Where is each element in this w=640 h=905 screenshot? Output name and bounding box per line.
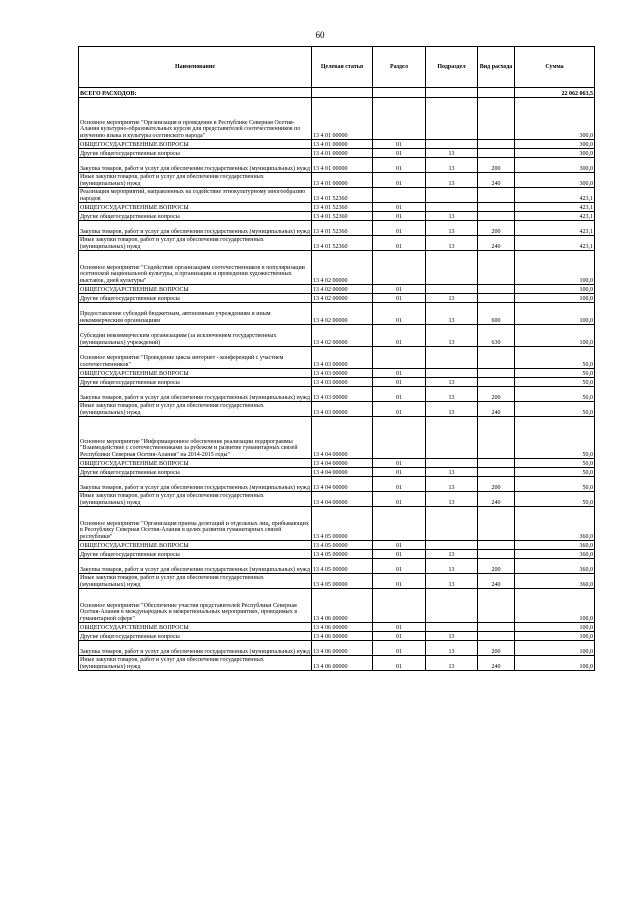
row-subsection: 13 bbox=[426, 477, 478, 492]
row-name: Иные закупки товаров, работ и услуг для обеспечения государственных (муниципальных) нужд bbox=[79, 236, 312, 251]
row-amount: 360,0 bbox=[515, 559, 595, 574]
row-subsection: 13 bbox=[426, 632, 478, 641]
row-subsection: 13 bbox=[426, 468, 478, 477]
row-subsection bbox=[426, 459, 478, 468]
row-target-code: 13 4 06 00000 bbox=[312, 656, 373, 671]
row-expense-type: 200 bbox=[478, 158, 515, 173]
row-expense-type: 240 bbox=[478, 492, 515, 507]
table-row bbox=[79, 507, 595, 541]
row-target-code: 13 4 02 00000 bbox=[312, 285, 373, 294]
row-section: 01 bbox=[373, 158, 426, 173]
row-expense-type: 600 bbox=[478, 303, 515, 325]
row-section bbox=[373, 98, 426, 140]
row-target-code: 13 4 03 00000 bbox=[312, 378, 373, 387]
row-section: 01 bbox=[373, 369, 426, 378]
header-section: Раздел bbox=[373, 47, 426, 88]
row-target-code: 13 4 06 00000 bbox=[312, 641, 373, 656]
row-expense-type bbox=[478, 589, 515, 623]
row-expense-type bbox=[478, 285, 515, 294]
row-subsection: 13 bbox=[426, 149, 478, 158]
table-row bbox=[79, 369, 595, 378]
page-number: 60 bbox=[315, 30, 325, 40]
row-section: 01 bbox=[373, 173, 426, 188]
row-expense-type: 240 bbox=[478, 402, 515, 417]
table-row bbox=[79, 589, 595, 623]
row-amount: 50,0 bbox=[515, 402, 595, 417]
row-amount: 50,0 bbox=[515, 369, 595, 378]
total-expense-type bbox=[478, 88, 515, 98]
row-name: Другие общегосударственные вопросы bbox=[79, 378, 312, 387]
row-amount: 50,0 bbox=[515, 417, 595, 459]
row-target-code: 13 4 01 52360 bbox=[312, 203, 373, 212]
row-section bbox=[373, 251, 426, 285]
row-amount: 50,0 bbox=[515, 387, 595, 402]
table-row bbox=[79, 378, 595, 387]
row-target-code: 13 4 03 00000 bbox=[312, 369, 373, 378]
row-target-code: 13 4 04 00000 bbox=[312, 468, 373, 477]
row-amount: 50,0 bbox=[515, 459, 595, 468]
row-amount: 100,0 bbox=[515, 303, 595, 325]
row-amount: 100,0 bbox=[515, 294, 595, 303]
row-subsection bbox=[426, 140, 478, 149]
row-section: 01 bbox=[373, 623, 426, 632]
row-expense-type bbox=[478, 541, 515, 550]
row-section: 01 bbox=[373, 387, 426, 402]
table-row bbox=[79, 285, 595, 294]
row-name: Иные закупки товаров, работ и услуг для обеспечения государственных (муниципальных) нужд bbox=[79, 656, 312, 671]
row-subsection: 13 bbox=[426, 492, 478, 507]
row-section: 01 bbox=[373, 468, 426, 477]
row-name: Основное мероприятие "Обеспечение участия представителей Республики Северная Осетия-Алания в международных и межрегиональных мероприятиях, проводимых в гуманитарной сфере" bbox=[79, 589, 312, 623]
row-expense-type: 240 bbox=[478, 574, 515, 589]
row-subsection: 13 bbox=[426, 212, 478, 221]
row-name: Закупка товаров, работ и услуг для обеспечения государственных (муниципальных) нужд bbox=[79, 641, 312, 656]
row-expense-type bbox=[478, 507, 515, 541]
row-name: Иные закупки товаров, работ и услуг для обеспечения государственных (муниципальных) нужд bbox=[79, 492, 312, 507]
row-amount: 100,0 bbox=[515, 251, 595, 285]
row-amount: 100,0 bbox=[515, 589, 595, 623]
row-subsection: 13 bbox=[426, 402, 478, 417]
row-section: 01 bbox=[373, 325, 426, 347]
table-row bbox=[79, 173, 595, 188]
row-amount: 360,0 bbox=[515, 507, 595, 541]
row-expense-type bbox=[478, 149, 515, 158]
row-subsection: 13 bbox=[426, 641, 478, 656]
row-target-code: 13 4 06 00000 bbox=[312, 589, 373, 623]
row-amount: 423,1 bbox=[515, 188, 595, 203]
row-name: Закупка товаров, работ и услуг для обеспечения государственных (муниципальных) нужд bbox=[79, 477, 312, 492]
row-subsection: 13 bbox=[426, 303, 478, 325]
header-row bbox=[79, 47, 595, 88]
row-expense-type: 200 bbox=[478, 387, 515, 402]
row-subsection: 13 bbox=[426, 387, 478, 402]
table-row bbox=[79, 303, 595, 325]
row-amount: 300,0 bbox=[515, 149, 595, 158]
row-expense-type: 240 bbox=[478, 173, 515, 188]
table-row bbox=[79, 140, 595, 149]
table-row bbox=[79, 574, 595, 589]
row-section bbox=[373, 188, 426, 203]
row-section: 01 bbox=[373, 459, 426, 468]
row-subsection bbox=[426, 541, 478, 550]
row-section: 01 bbox=[373, 641, 426, 656]
row-amount: 50,0 bbox=[515, 492, 595, 507]
row-expense-type: 630 bbox=[478, 325, 515, 347]
row-expense-type bbox=[478, 140, 515, 149]
row-expense-type bbox=[478, 417, 515, 459]
table-row bbox=[79, 203, 595, 212]
row-amount: 423,1 bbox=[515, 212, 595, 221]
row-section: 01 bbox=[373, 477, 426, 492]
row-subsection: 13 bbox=[426, 236, 478, 251]
row-section: 01 bbox=[373, 203, 426, 212]
row-name: Предоставление субсидий бюджетным, автономным учреждениям и иным некоммерческим организациям bbox=[79, 303, 312, 325]
row-subsection: 13 bbox=[426, 656, 478, 671]
row-target-code: 13 4 05 00000 bbox=[312, 550, 373, 559]
row-amount: 100,0 bbox=[515, 325, 595, 347]
table-row bbox=[79, 550, 595, 559]
row-target-code: 13 4 05 00000 bbox=[312, 559, 373, 574]
row-amount: 100,0 bbox=[515, 623, 595, 632]
row-amount: 360,0 bbox=[515, 550, 595, 559]
row-expense-type: 240 bbox=[478, 656, 515, 671]
total-subsection bbox=[426, 88, 478, 98]
row-name: Реализация мероприятий, направленных на содействие этнокультурному многообразию народов bbox=[79, 188, 312, 203]
table-row bbox=[79, 477, 595, 492]
row-target-code: 13 4 03 00000 bbox=[312, 347, 373, 369]
row-amount: 423,1 bbox=[515, 236, 595, 251]
table-row bbox=[79, 656, 595, 671]
row-subsection: 13 bbox=[426, 325, 478, 347]
row-name: Основное мероприятие "Организация и проведение в Республике Северная Осетия-Алания культурно-образовательных курсов для представителей соотечественников по изучению языка и культуры осетинского народа" bbox=[79, 98, 312, 140]
row-name: Основное мероприятие "Содействие организациям соотечественников в популяризации осетинской национальной культуры, в организации и проведении художественных выставок, дней культуры" bbox=[79, 251, 312, 285]
header-subsection: Подраздел bbox=[426, 47, 478, 88]
table-row bbox=[79, 402, 595, 417]
row-target-code: 13 4 02 00000 bbox=[312, 294, 373, 303]
row-section: 01 bbox=[373, 492, 426, 507]
row-section: 01 bbox=[373, 303, 426, 325]
total-amount: 22 062 063,5 bbox=[515, 88, 595, 98]
row-expense-type bbox=[478, 98, 515, 140]
row-section: 01 bbox=[373, 574, 426, 589]
row-target-code: 13 4 01 00000 bbox=[312, 158, 373, 173]
table-row bbox=[79, 294, 595, 303]
row-subsection: 13 bbox=[426, 221, 478, 236]
row-subsection: 13 bbox=[426, 574, 478, 589]
row-subsection: 13 bbox=[426, 550, 478, 559]
row-section: 01 bbox=[373, 541, 426, 550]
row-section: 01 bbox=[373, 402, 426, 417]
row-target-code: 13 4 04 00000 bbox=[312, 477, 373, 492]
row-amount: 50,0 bbox=[515, 378, 595, 387]
row-subsection bbox=[426, 369, 478, 378]
row-subsection bbox=[426, 98, 478, 140]
row-amount: 423,1 bbox=[515, 221, 595, 236]
row-name: Иные закупки товаров, работ и услуг для обеспечения государственных (муниципальных) нужд bbox=[79, 574, 312, 589]
row-name: Другие общегосударственные вопросы bbox=[79, 632, 312, 641]
total-target bbox=[312, 88, 373, 98]
row-expense-type bbox=[478, 294, 515, 303]
row-section: 01 bbox=[373, 559, 426, 574]
row-amount: 50,0 bbox=[515, 468, 595, 477]
row-target-code: 13 4 01 52360 bbox=[312, 188, 373, 203]
budget-table bbox=[78, 46, 595, 671]
row-section: 01 bbox=[373, 632, 426, 641]
table-row bbox=[79, 541, 595, 550]
row-amount: 360,0 bbox=[515, 574, 595, 589]
row-target-code: 13 4 01 00000 bbox=[312, 173, 373, 188]
row-section bbox=[373, 589, 426, 623]
row-name: Другие общегосударственные вопросы bbox=[79, 468, 312, 477]
row-expense-type bbox=[478, 347, 515, 369]
row-target-code: 13 4 02 00000 bbox=[312, 325, 373, 347]
row-name: ОБЩЕГОСУДАРСТВЕННЫЕ ВОПРОСЫ bbox=[79, 285, 312, 294]
table-row bbox=[79, 632, 595, 641]
row-target-code: 13 4 01 00000 bbox=[312, 149, 373, 158]
row-target-code: 13 4 06 00000 bbox=[312, 623, 373, 632]
row-name: ОБЩЕГОСУДАРСТВЕННЫЕ ВОПРОСЫ bbox=[79, 140, 312, 149]
row-name: Другие общегосударственные вопросы bbox=[79, 149, 312, 158]
table-row bbox=[79, 251, 595, 285]
table-row bbox=[79, 325, 595, 347]
row-target-code: 13 4 04 00000 bbox=[312, 492, 373, 507]
row-subsection bbox=[426, 285, 478, 294]
row-amount: 100,0 bbox=[515, 656, 595, 671]
row-amount: 100,0 bbox=[515, 285, 595, 294]
row-amount: 50,0 bbox=[515, 477, 595, 492]
row-target-code: 13 4 01 00000 bbox=[312, 98, 373, 140]
row-expense-type: 240 bbox=[478, 236, 515, 251]
row-name: ОБЩЕГОСУДАРСТВЕННЫЕ ВОПРОСЫ bbox=[79, 459, 312, 468]
row-target-code: 13 4 01 52360 bbox=[312, 221, 373, 236]
table-row bbox=[79, 158, 595, 173]
row-expense-type bbox=[478, 459, 515, 468]
row-name: Субсидии некоммерческим организациям (за исключением государственных (муниципальных) учреждений) bbox=[79, 325, 312, 347]
table-row bbox=[79, 221, 595, 236]
row-subsection: 13 bbox=[426, 378, 478, 387]
row-amount: 300,0 bbox=[515, 173, 595, 188]
row-name: ОБЩЕГОСУДАРСТВЕННЫЕ ВОПРОСЫ bbox=[79, 623, 312, 632]
row-name: ОБЩЕГОСУДАРСТВЕННЫЕ ВОПРОСЫ bbox=[79, 203, 312, 212]
row-name: Основное мероприятие "Организация приема делегаций и отдельных лиц, прибывающих в Республику Северная Осетия-Алания в целях развития гуманитарных связей республики" bbox=[79, 507, 312, 541]
header-target: Целевая статья bbox=[312, 47, 373, 88]
total-row bbox=[79, 88, 595, 98]
row-name: ОБЩЕГОСУДАРСТВЕННЫЕ ВОПРОСЫ bbox=[79, 369, 312, 378]
row-section: 01 bbox=[373, 294, 426, 303]
row-section bbox=[373, 347, 426, 369]
row-target-code: 13 4 05 00000 bbox=[312, 507, 373, 541]
row-subsection bbox=[426, 203, 478, 212]
row-subsection bbox=[426, 417, 478, 459]
row-subsection bbox=[426, 347, 478, 369]
row-subsection bbox=[426, 589, 478, 623]
table-row bbox=[79, 623, 595, 632]
row-section: 01 bbox=[373, 221, 426, 236]
row-expense-type bbox=[478, 632, 515, 641]
row-name: Основное мероприятие "Проведение цикла интернет - конференций с участием соотечественников" bbox=[79, 347, 312, 369]
row-expense-type bbox=[478, 468, 515, 477]
table-row bbox=[79, 641, 595, 656]
row-section: 01 bbox=[373, 236, 426, 251]
row-section: 01 bbox=[373, 550, 426, 559]
table-row bbox=[79, 149, 595, 158]
table-row bbox=[79, 347, 595, 369]
table-row bbox=[79, 387, 595, 402]
row-name: Закупка товаров, работ и услуг для обеспечения государственных (муниципальных) нужд bbox=[79, 158, 312, 173]
row-target-code: 13 4 01 00000 bbox=[312, 140, 373, 149]
row-section: 01 bbox=[373, 212, 426, 221]
row-expense-type bbox=[478, 188, 515, 203]
row-subsection bbox=[426, 251, 478, 285]
row-target-code: 13 4 04 00000 bbox=[312, 417, 373, 459]
row-target-code: 13 4 01 52360 bbox=[312, 212, 373, 221]
row-target-code: 13 4 02 00000 bbox=[312, 303, 373, 325]
row-subsection bbox=[426, 623, 478, 632]
table-row bbox=[79, 236, 595, 251]
row-expense-type bbox=[478, 378, 515, 387]
table-row bbox=[79, 559, 595, 574]
row-expense-type: 200 bbox=[478, 221, 515, 236]
row-section bbox=[373, 417, 426, 459]
row-section: 01 bbox=[373, 149, 426, 158]
total-section bbox=[373, 88, 426, 98]
header-expense-type: Вид расхода bbox=[478, 47, 515, 88]
row-name: Закупка товаров, работ и услуг для обеспечения государственных (муниципальных) нужд bbox=[79, 559, 312, 574]
row-name: Иные закупки товаров, работ и услуг для обеспечения государственных (муниципальных) нужд bbox=[79, 402, 312, 417]
row-name: Закупка товаров, работ и услуг для обеспечения государственных (муниципальных) нужд bbox=[79, 221, 312, 236]
table-row bbox=[79, 98, 595, 140]
table-row bbox=[79, 459, 595, 468]
row-name: Другие общегосударственные вопросы bbox=[79, 294, 312, 303]
row-target-code: 13 4 05 00000 bbox=[312, 541, 373, 550]
row-expense-type bbox=[478, 369, 515, 378]
row-expense-type: 200 bbox=[478, 559, 515, 574]
row-amount: 300,0 bbox=[515, 98, 595, 140]
row-target-code: 13 4 04 00000 bbox=[312, 459, 373, 468]
row-subsection: 13 bbox=[426, 559, 478, 574]
row-amount: 50,0 bbox=[515, 347, 595, 369]
row-amount: 423,1 bbox=[515, 203, 595, 212]
table-row bbox=[79, 212, 595, 221]
row-target-code: 13 4 02 00000 bbox=[312, 251, 373, 285]
row-amount: 360,0 bbox=[515, 541, 595, 550]
row-expense-type: 200 bbox=[478, 477, 515, 492]
row-name: Иные закупки товаров, работ и услуг для обеспечения государственных (муниципальных) нужд bbox=[79, 173, 312, 188]
row-target-code: 13 4 03 00000 bbox=[312, 387, 373, 402]
row-amount: 100,0 bbox=[515, 632, 595, 641]
row-target-code: 13 4 03 00000 bbox=[312, 402, 373, 417]
header-amount: Сумма bbox=[515, 47, 595, 88]
row-amount: 300,0 bbox=[515, 158, 595, 173]
row-subsection: 13 bbox=[426, 294, 478, 303]
row-subsection: 13 bbox=[426, 158, 478, 173]
row-name: ОБЩЕГОСУДАРСТВЕННЫЕ ВОПРОСЫ bbox=[79, 541, 312, 550]
row-name: Основное мероприятие "Информационное обеспечение реализации подпрограммы "Взаимодействие с соотечественниками за рубежом и развитие гуманитарных связей Республики Северная Осетия-Алания" на 2014-2015 годы" bbox=[79, 417, 312, 459]
row-subsection bbox=[426, 507, 478, 541]
row-amount: 100,0 bbox=[515, 641, 595, 656]
table-row bbox=[79, 188, 595, 203]
row-subsection: 13 bbox=[426, 173, 478, 188]
row-expense-type bbox=[478, 212, 515, 221]
table-row bbox=[79, 417, 595, 459]
row-name: Закупка товаров, работ и услуг для обеспечения государственных (муниципальных) нужд bbox=[79, 387, 312, 402]
row-section: 01 bbox=[373, 285, 426, 294]
row-expense-type: 200 bbox=[478, 641, 515, 656]
row-expense-type bbox=[478, 251, 515, 285]
row-target-code: 13 4 06 00000 bbox=[312, 632, 373, 641]
row-name: Другие общегосударственные вопросы bbox=[79, 212, 312, 221]
row-subsection bbox=[426, 188, 478, 203]
table-row bbox=[79, 492, 595, 507]
row-section: 01 bbox=[373, 656, 426, 671]
row-name: Другие общегосударственные вопросы bbox=[79, 550, 312, 559]
row-section: 01 bbox=[373, 378, 426, 387]
table-row bbox=[79, 468, 595, 477]
row-expense-type bbox=[478, 623, 515, 632]
row-section: 01 bbox=[373, 140, 426, 149]
row-target-code: 13 4 01 52360 bbox=[312, 236, 373, 251]
header-name: Наименование bbox=[79, 47, 312, 88]
row-target-code: 13 4 05 00000 bbox=[312, 574, 373, 589]
total-label: ВСЕГО РАСХОДОВ: bbox=[79, 88, 312, 98]
row-section bbox=[373, 507, 426, 541]
row-amount: 300,0 bbox=[515, 140, 595, 149]
row-expense-type bbox=[478, 203, 515, 212]
row-expense-type bbox=[478, 550, 515, 559]
